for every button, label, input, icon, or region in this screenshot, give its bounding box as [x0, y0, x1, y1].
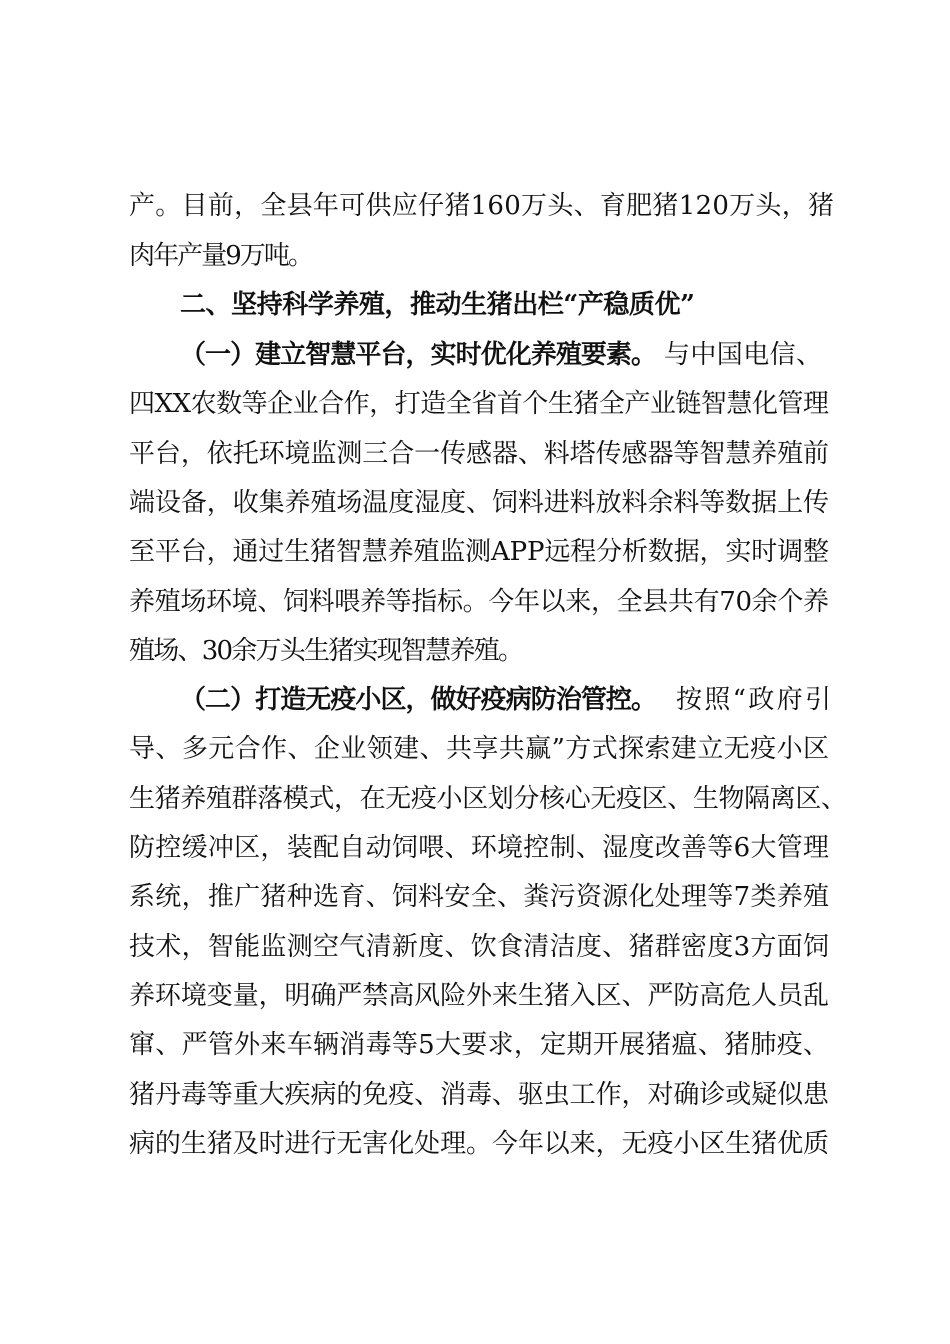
- body-text: 养殖场环境、饲料喂养等指标。今年以来，全县共有70余个养: [129, 587, 829, 617]
- body-text: 四XX农数等企业合作，打造全省首个生猪全产业链智慧化管理: [129, 389, 829, 419]
- subsection-title: （一）建立智慧平台，实时优化养殖要素。: [180, 340, 657, 370]
- section-heading-line: [0, 287, 950, 323]
- body-text: 病的生猪及时进行无害化处理。今年以来，无疫小区生猪优质: [129, 1129, 829, 1159]
- body-text: 猪丹毒等重大疾病的免疫、消毒、驱虫工作，对确诊或疑似患: [129, 1080, 829, 1110]
- body-text: 平台，依托环境监测三合一传感器、料塔传感器等智慧养殖前: [129, 439, 829, 469]
- text-line: [0, 781, 950, 817]
- section-heading: 二、坚持科学养殖，推动生猪出栏“产稳质优”: [180, 290, 695, 320]
- body-text: 系统，推广猪种选育、饲料安全、粪污资源化处理等7类养殖: [129, 882, 830, 912]
- text-line: [0, 188, 950, 224]
- text-line: [0, 633, 950, 669]
- body-text: 生猪养殖群落模式，在无疫小区划分核心无疫区、生物隔离区、: [129, 784, 847, 814]
- text-line: [0, 1027, 950, 1063]
- body-text: 殖场、30余万头生猪实现智慧养殖。: [129, 636, 523, 666]
- body-text: 产。目前，全县年可供应仔猪160万头、育肥猪120万头，猪: [129, 191, 835, 221]
- body-text: 窜、严管外来车辆消毒等5大要求，定期开展猪瘟、猪肺疫、: [129, 1030, 830, 1060]
- text-line: [0, 485, 950, 521]
- text-line: [0, 978, 950, 1014]
- body-text: 按照“政府引: [676, 685, 834, 715]
- body-text: 与中国电信、: [664, 340, 823, 370]
- text-line: [0, 682, 950, 718]
- text-line: [0, 1126, 950, 1162]
- text-line: [0, 879, 950, 915]
- text-line: [0, 830, 950, 866]
- body-text: 技术，智能监测空气清新度、饮食清洁度、猪群密度3方面饲: [129, 932, 830, 962]
- text-line: [0, 337, 950, 373]
- text-line: [0, 534, 950, 570]
- text-line: [0, 1077, 950, 1113]
- subsection-title: （二）打造无疫小区，做好疫病防治管控。: [180, 685, 657, 715]
- text-line: [0, 929, 950, 965]
- body-text: 养环境变量，明确严禁高风险外来生猪入区、严防高危人员乱: [129, 981, 829, 1011]
- text-line: [0, 584, 950, 620]
- body-text: 导、多元合作、企业领建、共享共赢”方式探索建立无疫小区: [129, 734, 830, 764]
- body-text: 端设备，收集养殖场温度湿度、饲料进料放料余料等数据上传: [129, 488, 829, 518]
- text-line: [0, 386, 950, 422]
- body-text: 防控缓冲区，装配自动饲喂、环境控制、湿度改善等6大管理: [129, 833, 830, 863]
- text-line: [0, 731, 950, 767]
- body-text: 肉年产量9万吨。: [129, 241, 313, 271]
- text-line: [0, 436, 950, 472]
- text-line: [0, 238, 950, 274]
- body-text: 至平台，通过生猪智慧养殖监测APP远程分析数据，实时调整: [129, 537, 829, 567]
